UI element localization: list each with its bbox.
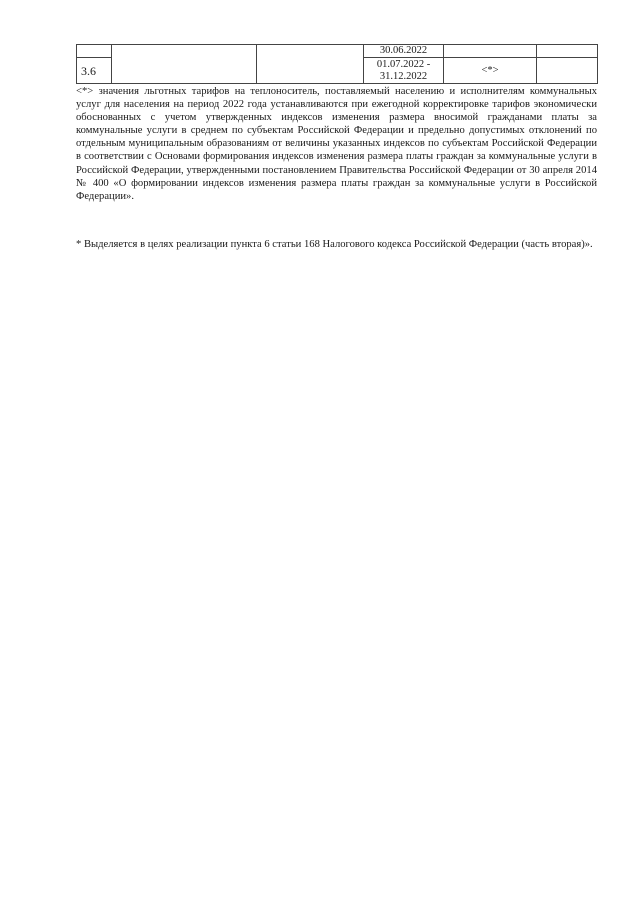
table-cell-name <box>112 45 257 84</box>
asterisk-footnote: <*> значения льготных тарифов на теплоноситель, поставляемый населению и исполнителям коммунальных услуг для населения на период 2022 года устанавливаются при ежегодной корректировке тарифов экономически обоснованных с учетом утвержденных индексов изменения размера вносимой гражданами платы за коммунальные услуги в среднем по субъектам Российской Федерации и предельно допустимых отклонений по отдельным муниципальным образованиям от величины указанных индексов по субъектам Российской Федерации в соответствии с Основами формирования индексов изменения размера платы граждан за коммунальные услуги в Российской Федерации, утвержденными постановлением Правительства Российской Федерации от 30 апреля 2014 № 400 «О формировании индексов изменения размера платы граждан за коммунальные услуги в Российской Федерации». <box>76 86 597 202</box>
tariff-table <box>76 44 598 84</box>
table-cell-extra <box>537 45 598 58</box>
table-cell-period-end: 30.06.2022 <box>364 45 444 58</box>
table-cell-number <box>77 45 112 58</box>
table-cell-value: <*> <box>444 58 537 84</box>
table-cell-unit <box>257 45 364 84</box>
table-cell-number: 3.6 <box>77 58 112 84</box>
table-cell-period: 01.07.2022 - 31.12.2022 <box>364 58 444 84</box>
star-footnote: * Выделяется в целях реализации пункта 6 статьи 168 Налогового кодекса Российской Федерации (часть вторая)». <box>76 239 593 250</box>
table-cell-extra <box>537 58 598 84</box>
table-row <box>77 45 598 58</box>
table-cell-value <box>444 45 537 58</box>
